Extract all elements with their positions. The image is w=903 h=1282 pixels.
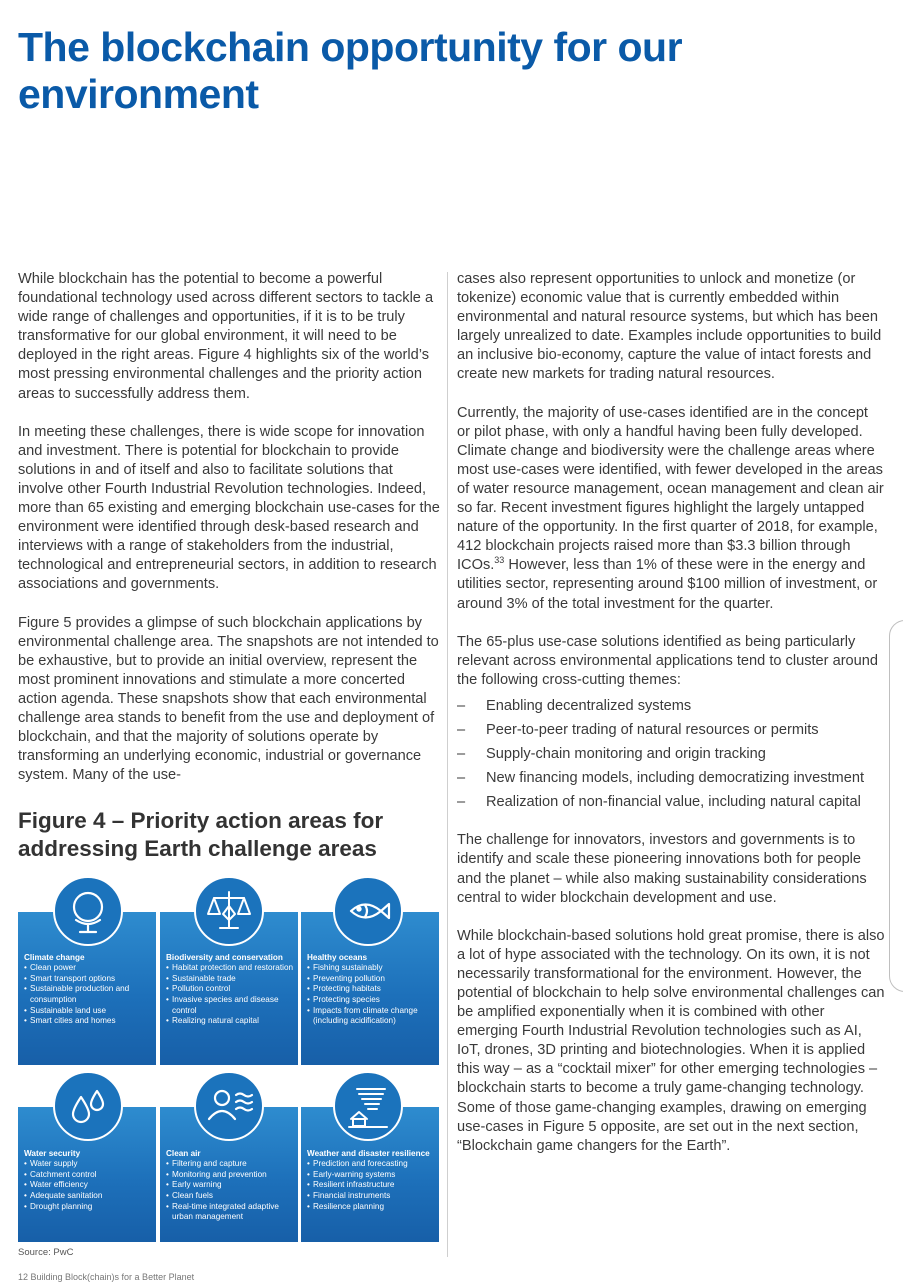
storm-house-icon bbox=[333, 1071, 403, 1141]
tile-item: • Adequate sanitation bbox=[24, 1191, 152, 1202]
tile-title: Clean air bbox=[166, 1149, 201, 1158]
tile-item-list bbox=[24, 1159, 152, 1212]
list-dash: – bbox=[457, 746, 466, 763]
list-item bbox=[457, 721, 885, 740]
list-dash: – bbox=[457, 794, 466, 811]
tile-item: • Financial instruments bbox=[307, 1191, 435, 1202]
tile-item: • Pollution control bbox=[166, 984, 294, 995]
tile-item: • Smart cities and homes bbox=[24, 1016, 152, 1027]
figure-heading: Figure 4 – Priority action areas for addressing Earth challenge areas bbox=[18, 808, 384, 861]
tile-item: • Water efficiency bbox=[24, 1180, 152, 1191]
body-paragraph: While blockchain has the potential to become a powerful foundational technology used across different sectors to tackle a wide range of challenges and opportunities, if it is to be truly transformative for our global environment, it will need to be deployed in the right areas. Figure 4 highlights six of the world’s most pressing environmental challenges and the priority action areas to successfully address them. bbox=[18, 271, 434, 402]
body-paragraph: The 65-plus use-case solutions identified as being particularly relevant across environmental applications tend to cluster around the following cross-cutting themes: bbox=[457, 633, 879, 688]
globe-icon bbox=[53, 876, 123, 946]
tile-title: Weather and disaster resilience bbox=[307, 1149, 430, 1158]
list-item-text: Realization of non-financial value, including natural capital bbox=[486, 794, 861, 811]
tile-item: • Drought planning bbox=[24, 1202, 152, 1213]
column-divider bbox=[447, 272, 448, 1257]
list-dash: – bbox=[457, 697, 466, 714]
tile-item: • Clean fuels bbox=[166, 1191, 294, 1202]
body-paragraph: The challenge for innovators, investors and governments is to identify and scale these pioneering innovations both for people and the planet – while also making sustainability considerations central to wider blockchain development and use. bbox=[457, 832, 867, 906]
tile-item: • Preventing pollution bbox=[307, 974, 435, 985]
tile-item-list bbox=[307, 1159, 435, 1212]
page-title: The blockchain opportunity for our environment bbox=[18, 24, 683, 117]
tile-item-list bbox=[307, 963, 435, 1027]
tile-item: • Habitat protection and restoration bbox=[166, 963, 294, 974]
tile-item: • Prediction and forecasting bbox=[307, 1159, 435, 1170]
left-column bbox=[18, 270, 442, 804]
tile-item: • Protecting habitats bbox=[307, 984, 435, 995]
body-paragraph: While blockchain-based solutions hold great promise, there is also a lot of hype associated with the technology. On its own, it is not necessarily transformational for the environment. However, the potential of blockchain to help solve environmental challenges can be amplified exponentially when it is combined with other emerging Fourth Industrial Revolution technologies such as AI, IoT, drones, 3D printing and biotechnologies. When it is applied this way – as a “cocktail mixer” for other emerging technologies – blockchain starts to become a truly game-changing technology. Some of those game-changing examples, drawing on emerging use-cases in Figure 5 opposite, are set out in the next section, “Blockchain game changers for the Earth”. bbox=[457, 927, 885, 1154]
list-dash: – bbox=[457, 770, 466, 787]
tile-item: • Resilient infrastructure bbox=[307, 1180, 435, 1191]
paragraph-text: However, less than 1% of these were in the energy and utilities sector, representing around $100 million of investment, or around 3% of the total investment for the quarter. bbox=[457, 557, 878, 612]
person-air-icon bbox=[194, 1071, 264, 1141]
tile-item-list bbox=[24, 963, 152, 1027]
tile-item: • Early-warning systems bbox=[307, 1170, 435, 1181]
list-item-text: Supply-chain monitoring and origin tracking bbox=[486, 746, 766, 763]
list-item-text: Peer-to-peer trading of natural resources or permits bbox=[486, 721, 819, 738]
tile-item: • Resilience planning bbox=[307, 1202, 435, 1213]
figure-source: Source: PwC bbox=[18, 1247, 74, 1258]
themes-list bbox=[457, 697, 885, 812]
tile-item: • Smart transport options bbox=[24, 974, 152, 985]
tile-item: • Protecting species bbox=[307, 995, 435, 1006]
tile-item: • Invasive species and disease control bbox=[166, 995, 294, 1016]
side-navigation-tab[interactable] bbox=[889, 620, 903, 992]
water-drops-icon bbox=[53, 1071, 123, 1141]
list-item bbox=[457, 697, 885, 716]
tile-item: • Real-time integrated adaptive urban management bbox=[166, 1202, 294, 1223]
right-column bbox=[457, 270, 885, 1175]
tile-item: • Filtering and capture bbox=[166, 1159, 294, 1170]
scales-icon bbox=[194, 876, 264, 946]
tile-item: • Early warning bbox=[166, 1180, 294, 1191]
tile-item: • Impacts from climate change (including acidification) bbox=[307, 1006, 435, 1027]
tile-item-list bbox=[166, 963, 294, 1027]
tile-item-list bbox=[166, 1159, 294, 1223]
footnote-marker[interactable]: 33 bbox=[494, 555, 505, 566]
list-item-text: Enabling decentralized systems bbox=[486, 697, 692, 714]
list-item bbox=[457, 793, 885, 812]
tile-item: • Monitoring and prevention bbox=[166, 1170, 294, 1181]
paragraph-text: Currently, the majority of use-cases identified are in the concept or pilot phase, with only a handful having been fully developed. Climate change and biodiversity were the challenge areas where most use-cases were identified, with fewer developed in the areas of water resource management, ocean management and clean air so far. Recent investment figures highlight the largely untapped nature of the opportunity. In the first quarter of 2018, for example, 412 blockchain projects raised more than $3.3 billion through ICOs. bbox=[457, 404, 884, 574]
tile-item: • Realizing natural capital bbox=[166, 1016, 294, 1027]
list-item-text: New financing models, including democratizing investment bbox=[486, 770, 865, 787]
body-paragraph: Figure 5 provides a glimpse of such blockchain applications by environmental challenge area. The snapshots are not intended to be exhaustive, but to provide an initial overview, represent the most prominent innovations and stimulate a more concerted action agenda. These snapshots show that each environmental challenge area stands to benefit from the use and deployment of blockchain, and that the majority of solutions operate by transforming an underlying economic, industrial or governance system. Many of the use- bbox=[18, 614, 439, 784]
tile-item: • Catchment control bbox=[24, 1170, 152, 1181]
body-paragraph bbox=[457, 404, 885, 614]
fish-icon bbox=[333, 876, 403, 946]
tile-item: • Clean power bbox=[24, 963, 152, 974]
list-item bbox=[457, 769, 885, 788]
tile-title: Climate change bbox=[24, 953, 85, 962]
tile-title: Healthy oceans bbox=[307, 953, 368, 962]
tile-item: • Water supply bbox=[24, 1159, 152, 1170]
tile-title: Water security bbox=[24, 1149, 81, 1158]
tile-item: • Sustainable trade bbox=[166, 974, 294, 985]
list-dash: – bbox=[457, 721, 466, 738]
body-paragraph: In meeting these challenges, there is wide scope for innovation and investment. There is potential for blockchain to provide solutions in and of itself and also to facilitate solutions that involve other Fourth Industrial Revolution technologies. Indeed, more than 65 existing and emerging blockchain use-cases for the environment were identified through desk-based research and interviews with a range of stakeholders from the industrial, technological and entrepreneurial sectors, in addition to research associations and governments. bbox=[18, 423, 440, 593]
tile-item: • Sustainable production and consumption bbox=[24, 984, 152, 1005]
body-paragraph: cases also represent opportunities to unlock and monetize (or tokenize) economic value that is currently embedded within environmental and natural resource systems, but which has been largely unrealized to date. Examples include opportunities to build an inclusive bio-economy, capture the value of intact forests and create new markets for trading natural resources. bbox=[457, 271, 882, 383]
tile-title: Biodiversity and conservation bbox=[166, 953, 283, 962]
list-item bbox=[457, 745, 885, 764]
page-footer: 12 Building Block(chain)s for a Better Planet bbox=[18, 1272, 195, 1282]
tile-item: • Sustainable land use bbox=[24, 1006, 152, 1017]
tile-item: • Fishing sustainably bbox=[307, 963, 435, 974]
